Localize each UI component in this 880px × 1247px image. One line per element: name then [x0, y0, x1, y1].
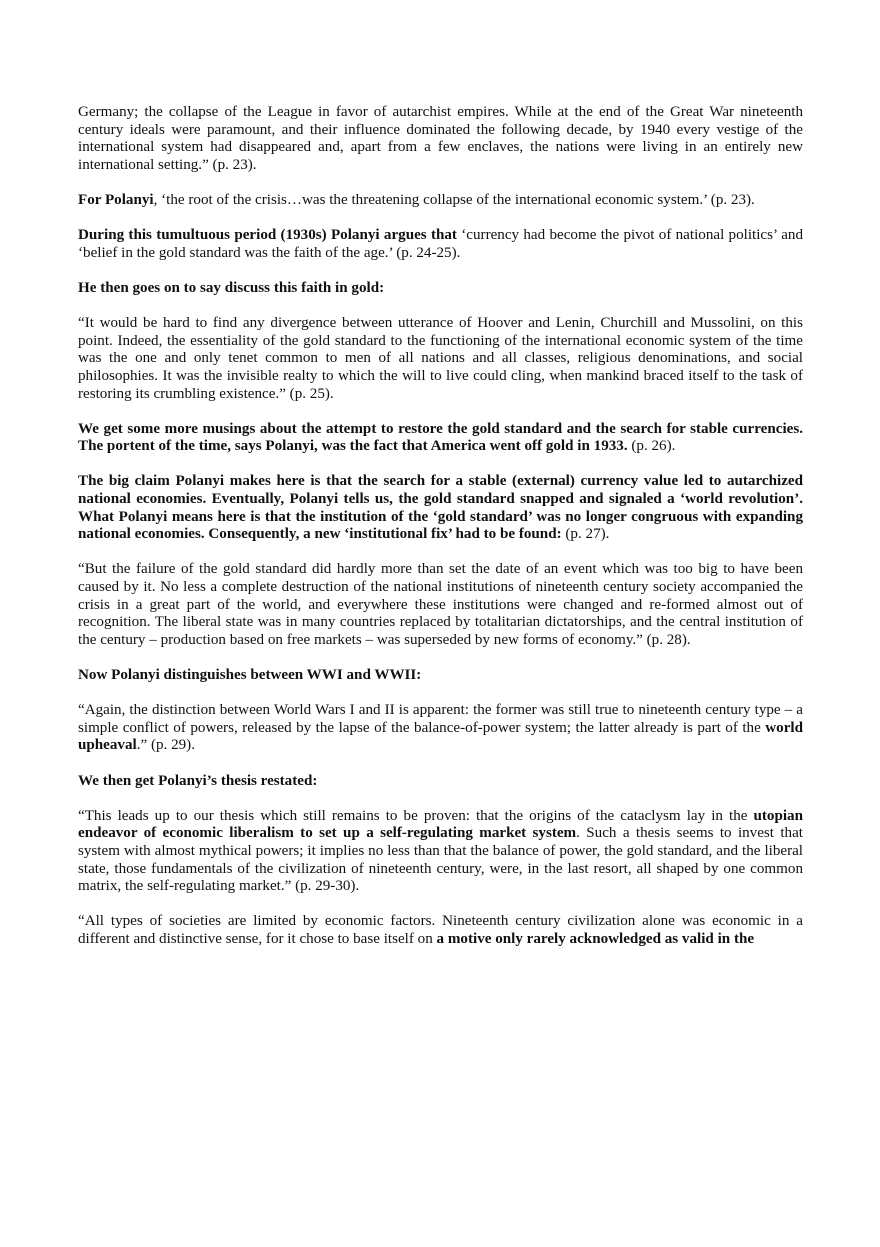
- paragraph-6: [78, 421, 803, 456]
- text-run: “All types of societies are limited by economic factors. Nineteenth century civilization alone was economic in a different and distinctive sense, for it chose to base itself on: [78, 913, 803, 947]
- paragraph-2: [78, 192, 803, 210]
- text-run: “It would be hard to find any divergence between utterance of Hoover and Lenin, Churchill and Mussolini, on this point. Indeed, the essentiality of the gold standard to the functioning of the international economic system of the time was the one and only tenet common to men of all nations and all classes, religious denominations, and social philosophies. It was the invisible realty to which the will to live could cling, when mankind braced itself to the task of restoring its crumbling existence.” (p. 25).: [78, 315, 803, 402]
- text-run: Germany; the collapse of the League in favor of autarchist empires. While at the end of the Great War nineteenth century ideals were paramount, and their influence dominated the following decade, by 1940 every vestige of the international system had disappeared and, apart from a few enclaves, the nations were living in an entirely new international setting.” (p. 23).: [78, 104, 803, 173]
- bold-run: The big claim Polanyi makes here is that the search for a stable (external) currency value led to autarchized national economies. Eventually, Polanyi tells us, the gold standard snapped and signaled a ‘world revolution’. What Polanyi means here is that the institution of the ‘gold standard’ was no longer congruous with expanding national economies. Consequently, a new ‘institutional fix’ had to be found:: [78, 473, 803, 543]
- text-run: (p. 27).: [561, 526, 610, 543]
- bold-run: world upheaval: [78, 719, 803, 754]
- text-run: . Such a thesis seems to invest that system with almost mythical powers; it implies no less than that the balance of power, the gold standard, and the liberal state, those fundamentals of the civilization of nineteenth century, were, in the last resort, all shaped by one common matrix, the self-regulating market.” (p. 29-30).: [78, 825, 803, 895]
- text-run: “This leads up to our thesis which still remains to be proven: that the origins of the cataclysm lay in the: [78, 807, 754, 824]
- paragraph-13-quote: [78, 913, 803, 948]
- bold-run: utopian endeavor of economic liberalism to set up a self-regulating market system: [78, 807, 803, 842]
- paragraph-11-heading: [78, 773, 803, 791]
- bold-run: He then goes on to say discuss this faith in gold:: [78, 279, 385, 296]
- bold-run: During this tumultuous period (1930s) Polanyi argues that: [78, 227, 457, 244]
- text-run: “Again, the distinction between World Wars I and II is apparent: the former was still true to nineteenth century type – a simple conflict of powers, released by the lapse of the balance-of-power system; the latter already is part of the: [78, 702, 803, 736]
- text-run: “But the failure of the gold standard did hardly more than set the date of an event which was too big to have been caused by it. No less a complete destruction of the national institutions of nineteenth century society accompanied the crisis in a great part of the world, and everywhere these institutions were changed and re-formed almost out of recognition. The liberal state was in many countries replaced by totalitarian dictatorships, and the central institution of the century – production based on free markets – was superseded by new forms of economy.” (p. 28).: [78, 561, 803, 648]
- bold-run: We then get Polanyi’s thesis restated:: [78, 772, 318, 789]
- paragraph-5-quote: [78, 315, 803, 403]
- bold-run: We get some more musings about the attempt to restore the gold standard and the search for stable currencies. The portent of the time, says Polanyi, was the fact that America went off gold in 1933.: [78, 420, 803, 455]
- paragraph-12-quote: [78, 808, 803, 896]
- text-run: , ‘the root of the crisis…was the threatening collapse of the international economic system.’ (p. 23).: [153, 191, 755, 208]
- paragraph-10-quote: [78, 702, 803, 755]
- paragraph-4-heading: [78, 280, 803, 298]
- document-page: [78, 104, 803, 966]
- text-run: ‘currency had become the pivot of national politics’ and ‘belief in the gold standard was the faith of the age.’ (p. 24-25).: [78, 227, 803, 261]
- paragraph-8-quote: [78, 561, 803, 649]
- bold-run: Now Polanyi distinguishes between WWI and WWII:: [78, 667, 422, 683]
- paragraph-9-heading: [78, 667, 803, 685]
- text-run: (p. 26).: [627, 438, 676, 455]
- paragraph-7: [78, 473, 803, 543]
- paragraph-3: [78, 227, 803, 262]
- text-run: .” (p. 29).: [136, 737, 195, 754]
- paragraph-1: [78, 104, 803, 174]
- bold-run: a motive only rarely acknowledged as valid in the: [436, 930, 755, 947]
- bold-run: For Polanyi: [78, 191, 154, 208]
